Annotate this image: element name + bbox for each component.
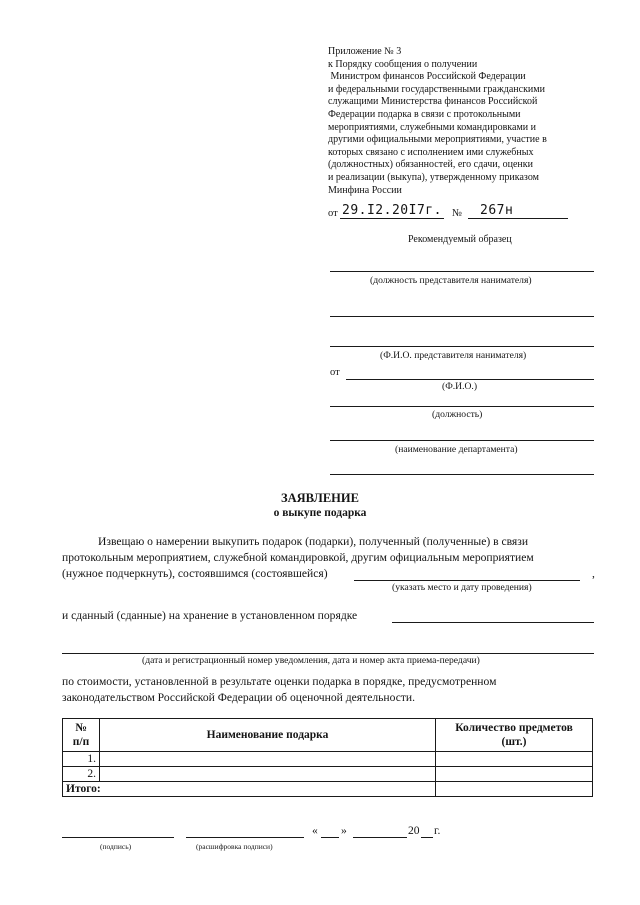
appendix-line: к Порядку сообщения о получении: [328, 58, 478, 70]
from-label: от: [330, 367, 340, 378]
year-prefix: 20: [408, 824, 420, 837]
appendix-line: Приложение № 3: [328, 46, 402, 57]
signature-decoding-field[interactable]: [186, 837, 304, 838]
total-label: Итого:: [63, 782, 436, 797]
appendix-line: Федерации подарка в связи с протокольными: [328, 108, 521, 120]
date-day-field[interactable]: [321, 837, 339, 838]
name-field[interactable]: [330, 346, 594, 347]
document-subtitle: о выкупе подарка: [273, 507, 367, 519]
column-name-label: Наименование подарка: [206, 729, 329, 741]
appendix-line: Министром финансов Российской Федерации: [328, 71, 526, 83]
appendix-header: [328, 46, 598, 197]
column-header-number: [63, 719, 100, 752]
body-line-3-comma: ,: [592, 567, 595, 580]
table-row: [63, 752, 593, 767]
department-field[interactable]: [330, 440, 594, 441]
table-total-row: [63, 782, 593, 797]
notification-caption: (дата и регистрационный номер уведомления, дата и номер акта приема-передачи): [142, 655, 480, 666]
department-caption: (наименование департамента): [395, 444, 518, 455]
row-number-cell: 2.: [63, 767, 100, 782]
body-line-1: Извещаю о намерении выкупить подарок (подарки), полученный (полученные) в связи: [98, 535, 529, 548]
notification-field[interactable]: [62, 653, 594, 654]
name-caption: (Ф.И.О. представителя нанимателя): [380, 350, 527, 361]
document-title: ЗАЯВЛЕНИЕ: [281, 491, 359, 505]
deposited-text: и сданный (сданные) на хранение в установленном порядке: [62, 609, 358, 622]
sender-position-caption: (должность): [432, 409, 483, 420]
gift-name-cell[interactable]: [100, 767, 436, 782]
gifts-table: [62, 718, 593, 797]
date-month-field[interactable]: [353, 837, 407, 838]
order-number-label: №: [452, 208, 463, 219]
date-quote-close: »: [341, 824, 347, 837]
sender-name-caption: (Ф.И.О.): [442, 381, 478, 392]
column-header-quantity: [436, 719, 593, 752]
signature-field[interactable]: [62, 837, 174, 838]
column-number-line2: п/п: [72, 736, 90, 748]
body-line-3: (нужное подчеркнуть), состоявшимся (состоявшейся): [62, 567, 328, 580]
appendix-line: и реализации (выкупа), утвержденному приказом: [328, 171, 539, 183]
gift-quantity-cell[interactable]: [436, 767, 593, 782]
appendix-line: (должностных) обязанностей, его сдачи, оценки: [328, 159, 533, 171]
position-field[interactable]: [330, 271, 594, 272]
cost-line-1: по стоимости, установленной в результате оценки подарка в порядке, предусмотренном: [62, 675, 497, 688]
total-quantity-cell[interactable]: [436, 782, 593, 797]
appendix-line: и федеральными государственными гражданскими: [328, 83, 545, 95]
body-line-2: протокольным мероприятием, служебной командировкой, другим официальным мероприятием: [62, 551, 534, 564]
date-year-field[interactable]: [421, 837, 433, 838]
department-extra-field[interactable]: [330, 474, 594, 475]
appendix-line: Минфина России: [328, 184, 402, 196]
column-quantity-line2: (шт.): [501, 736, 527, 748]
column-header-name: [100, 719, 436, 752]
position-caption: (должность представителя нанимателя): [370, 275, 532, 286]
place-date-caption: (указать место и дату проведения): [392, 582, 532, 593]
column-number-line1: №: [75, 722, 87, 734]
sample-note: Рекомендуемый образец: [408, 234, 512, 245]
appendix-line: служащими Министерства финансов Российской: [328, 96, 538, 108]
year-suffix: г.: [434, 824, 441, 837]
sender-name-field[interactable]: [346, 379, 594, 380]
table-row: [63, 767, 593, 782]
gift-name-cell[interactable]: [100, 752, 436, 767]
date-quote-open: «: [312, 824, 318, 837]
order-date-line: [340, 218, 444, 219]
signature-caption: (подпись): [100, 842, 132, 851]
sender-position-field[interactable]: [330, 406, 594, 407]
column-quantity-line1: Количество предметов: [455, 722, 573, 734]
appendix-line: мероприятиями, служебными командировками и: [328, 121, 536, 133]
appendix-line: другими официальными мероприятиями, участие в: [328, 134, 547, 146]
deposited-field[interactable]: [392, 622, 594, 623]
extra-field[interactable]: [330, 316, 594, 317]
cost-line-2: законодательством Российской Федерации об оценочной деятельности.: [62, 691, 416, 704]
event-place-date-field[interactable]: [354, 580, 580, 581]
order-date: 29.I2.20I7г.: [342, 203, 442, 218]
order-number-line: [468, 218, 568, 219]
decoding-caption: (расшифровка подписи): [196, 842, 273, 851]
appendix-line: которых связано с исполнением ими служебных: [328, 146, 534, 158]
order-number: 267н: [480, 203, 514, 218]
order-from-label: от: [328, 208, 338, 219]
gift-quantity-cell[interactable]: [436, 752, 593, 767]
row-number-cell: 1.: [63, 752, 100, 767]
table-header-row: [63, 719, 593, 752]
